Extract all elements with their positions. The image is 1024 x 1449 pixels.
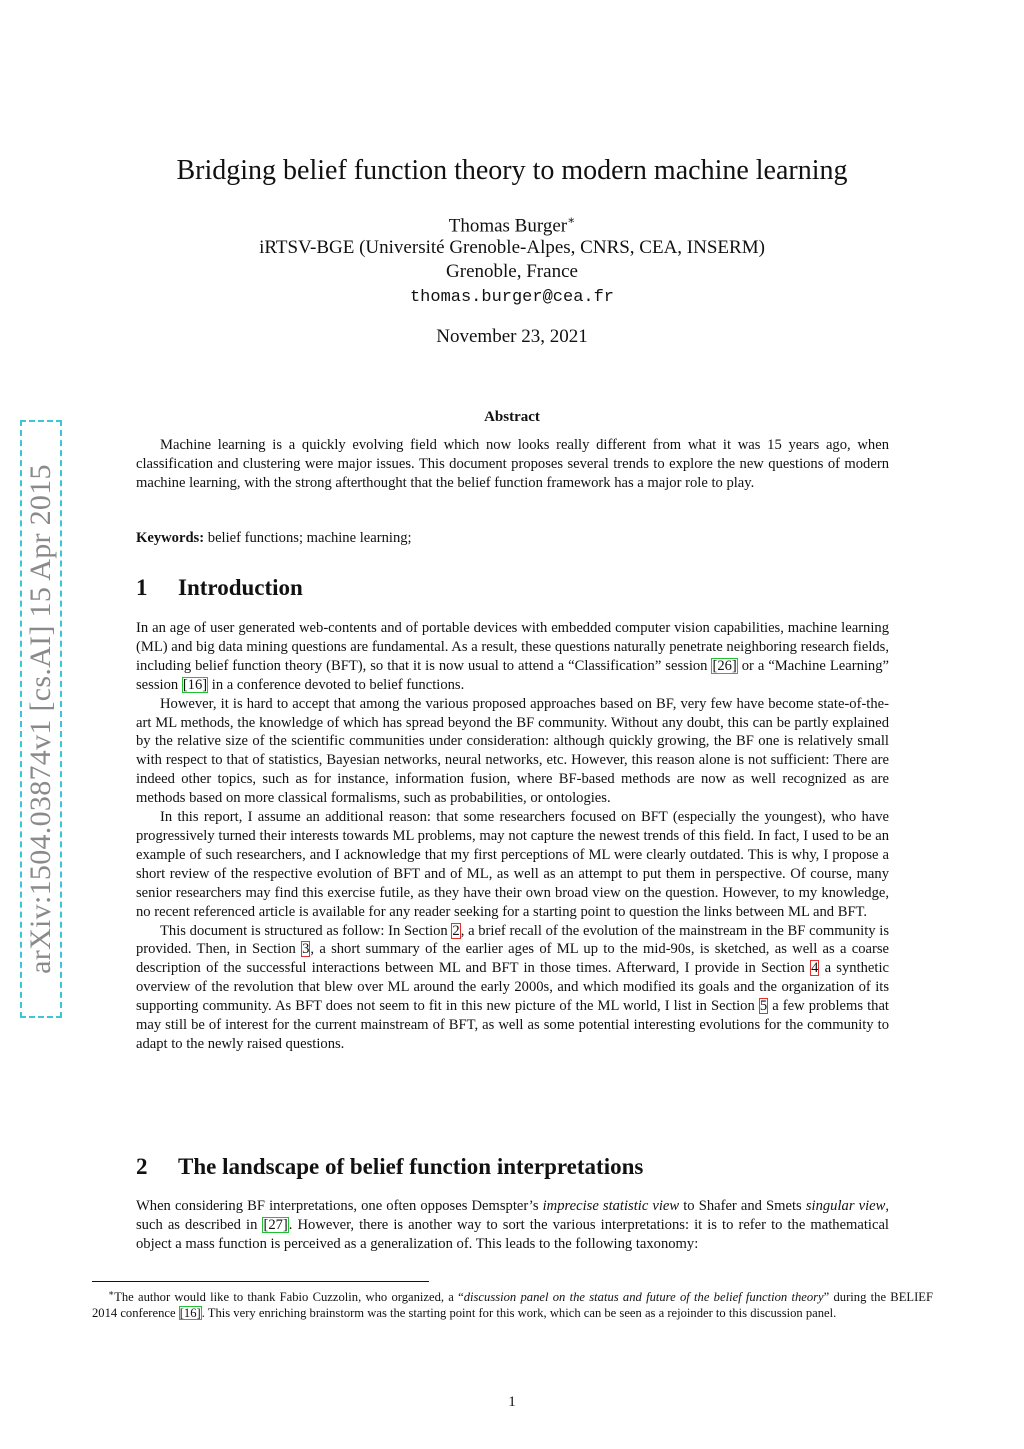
footnote: ∗The author would like to thank Fabio Cuzzolin, who organized, a “discussion panel on the status and future of the belief function theory” during the BELIEF 2014 conference [16]. This very enriching brainstorm was the starting point for this work, which can be seen as a rejoinder to this discussion panel. [92, 1288, 933, 1321]
author-location: Grenoble, France [446, 261, 578, 282]
paper-title: Bridging belief function theory to modern machine learning [176, 155, 848, 186]
citation-link[interactable]: [26] [712, 657, 737, 674]
section-2-title: The landscape of belief function interpretations [178, 1154, 644, 1179]
author-email[interactable]: thomas.burger@cea.fr [409, 288, 615, 307]
page-number: 1 [508, 1394, 516, 1410]
citation-link[interactable]: [27] [263, 1216, 288, 1233]
abstract-text: Machine learning is a quickly evolving field which now looks really different from what it was 15 years ago, when classification and clustering were major issues. This document proposes several trends to explore the new questions of modern machine learning, with the strong afterthought that the belief function framework has a major role to play. [136, 437, 889, 491]
abstract-heading: Abstract [484, 409, 540, 425]
footnote-rule [92, 1281, 429, 1282]
paragraph: However, it is hard to accept that among the various proposed approaches based on BF, very few have become state-of-the-art ML methods, the knowledge of which has spread beyond the BF community. Without any doubt, this can be partly explained by the relative size of the scientific communities under consideration: although quickly growing, the BF one is relatively small with respect to that of statistics, Bayesian networks, neural networks, etc. However, this reason alone is not sufficient: There are indeed other topics, such as for instance, information fusion, where BF-based methods are now as well recognized as are methods based on more classical formalisms, such as probabilities, or ontologies. [136, 695, 889, 807]
section-link[interactable]: 4 [811, 960, 819, 977]
section-1-body [136, 619, 889, 1054]
keywords-value: belief functions; machine learning; [207, 530, 412, 546]
section-link[interactable]: 3 [302, 941, 310, 958]
footnote-mark: ∗ [108, 1288, 115, 1298]
section-1-number: 1 [136, 575, 148, 600]
author-footnote-mark: ∗ [567, 213, 576, 227]
section-2-body [136, 1197, 889, 1254]
section-1-title: Introduction [178, 575, 303, 600]
section-link[interactable]: 2 [452, 922, 460, 939]
paragraph: When considering BF interpretations, one often opposes Demspter’s imprecise statistic view to Shafer and Smets singular view, such as described in [27]. However, there is another way to sort the various interpretations: it is to refer to the mathematical object a mass function is perceived as a generalization of. This leads to the following taxonomy: [136, 1198, 889, 1252]
keywords-label: Keywords: [136, 530, 205, 546]
paragraph: In this report, I assume an additional reason: that some researchers focused on BFT (especially the youngest), who have progressively turned their interests towards ML problems, may not capture the newest trends of this field. In fact, I used to be an example of such researchers, and I acknowledge that my first perceptions of ML were clearly outdated. This is why, I propose a short review of the respective evolution of BFT and of ML, as well as an attempt to put them in perspective. Of course, many senior researchers may find this exercise futile, as they have their own broad view on the question. However, to my knowledge, no recent referenced article is available for any reader seeking for a starting point to question the links between ML and BFT. [136, 809, 889, 920]
paper-date: November 23, 2021 [436, 326, 588, 347]
author-affiliation: iRTSV-BGE (Université Grenoble-Alpes, CNRS, CEA, INSERM) [259, 237, 765, 258]
keywords-line [136, 530, 412, 547]
citation-link[interactable]: [16] [179, 1306, 201, 1321]
section-2-heading [136, 1154, 643, 1180]
citation-link[interactable]: [16] [182, 676, 208, 693]
section-2-number: 2 [136, 1154, 148, 1179]
author-line [0, 213, 1024, 237]
paragraph: In an age of user generated web-contents and of portable devices with embedded computer vision capabilities, machine learning (ML) and big data mining questions are fundamental. As a result, these questions naturally penetrate neighboring research fields, including belief function theory (BFT), so that it is now usual to attend a “Classification” session [26] or a “Machine Learning” session [16] in a conference devoted to belief functions. [136, 620, 889, 693]
section-1-heading [136, 575, 303, 601]
author-name: Thomas Burger [448, 215, 568, 237]
arxiv-stamp: arXiv:1504.03874v1 [cs.AI] 15 Apr 2015 [24, 464, 57, 974]
paragraph: This document is structured as follow: In Section 2, a brief recall of the evolution of the mainstream in the BF community is provided. Then, in Section 3, a short summary of the earlier ages of ML up to the mid-90s, is sketched, as well as a coarse description of the successful interactions between ML and BFT in those times. Afterward, I provide in Section 4 a synthetic overview of the revolution that blew over ML around the early 2000s, and which modified its goals and the organization of its supporting community. As BFT does not seem to fit in this new picture of the ML world, I list in Section 5 a few problems that may still be of interest for the current mainstream of BFT, as well as some potential interesting evolutions for the community to adapt to the newly raised questions. [136, 922, 889, 1052]
section-link[interactable]: 5 [759, 998, 768, 1015]
